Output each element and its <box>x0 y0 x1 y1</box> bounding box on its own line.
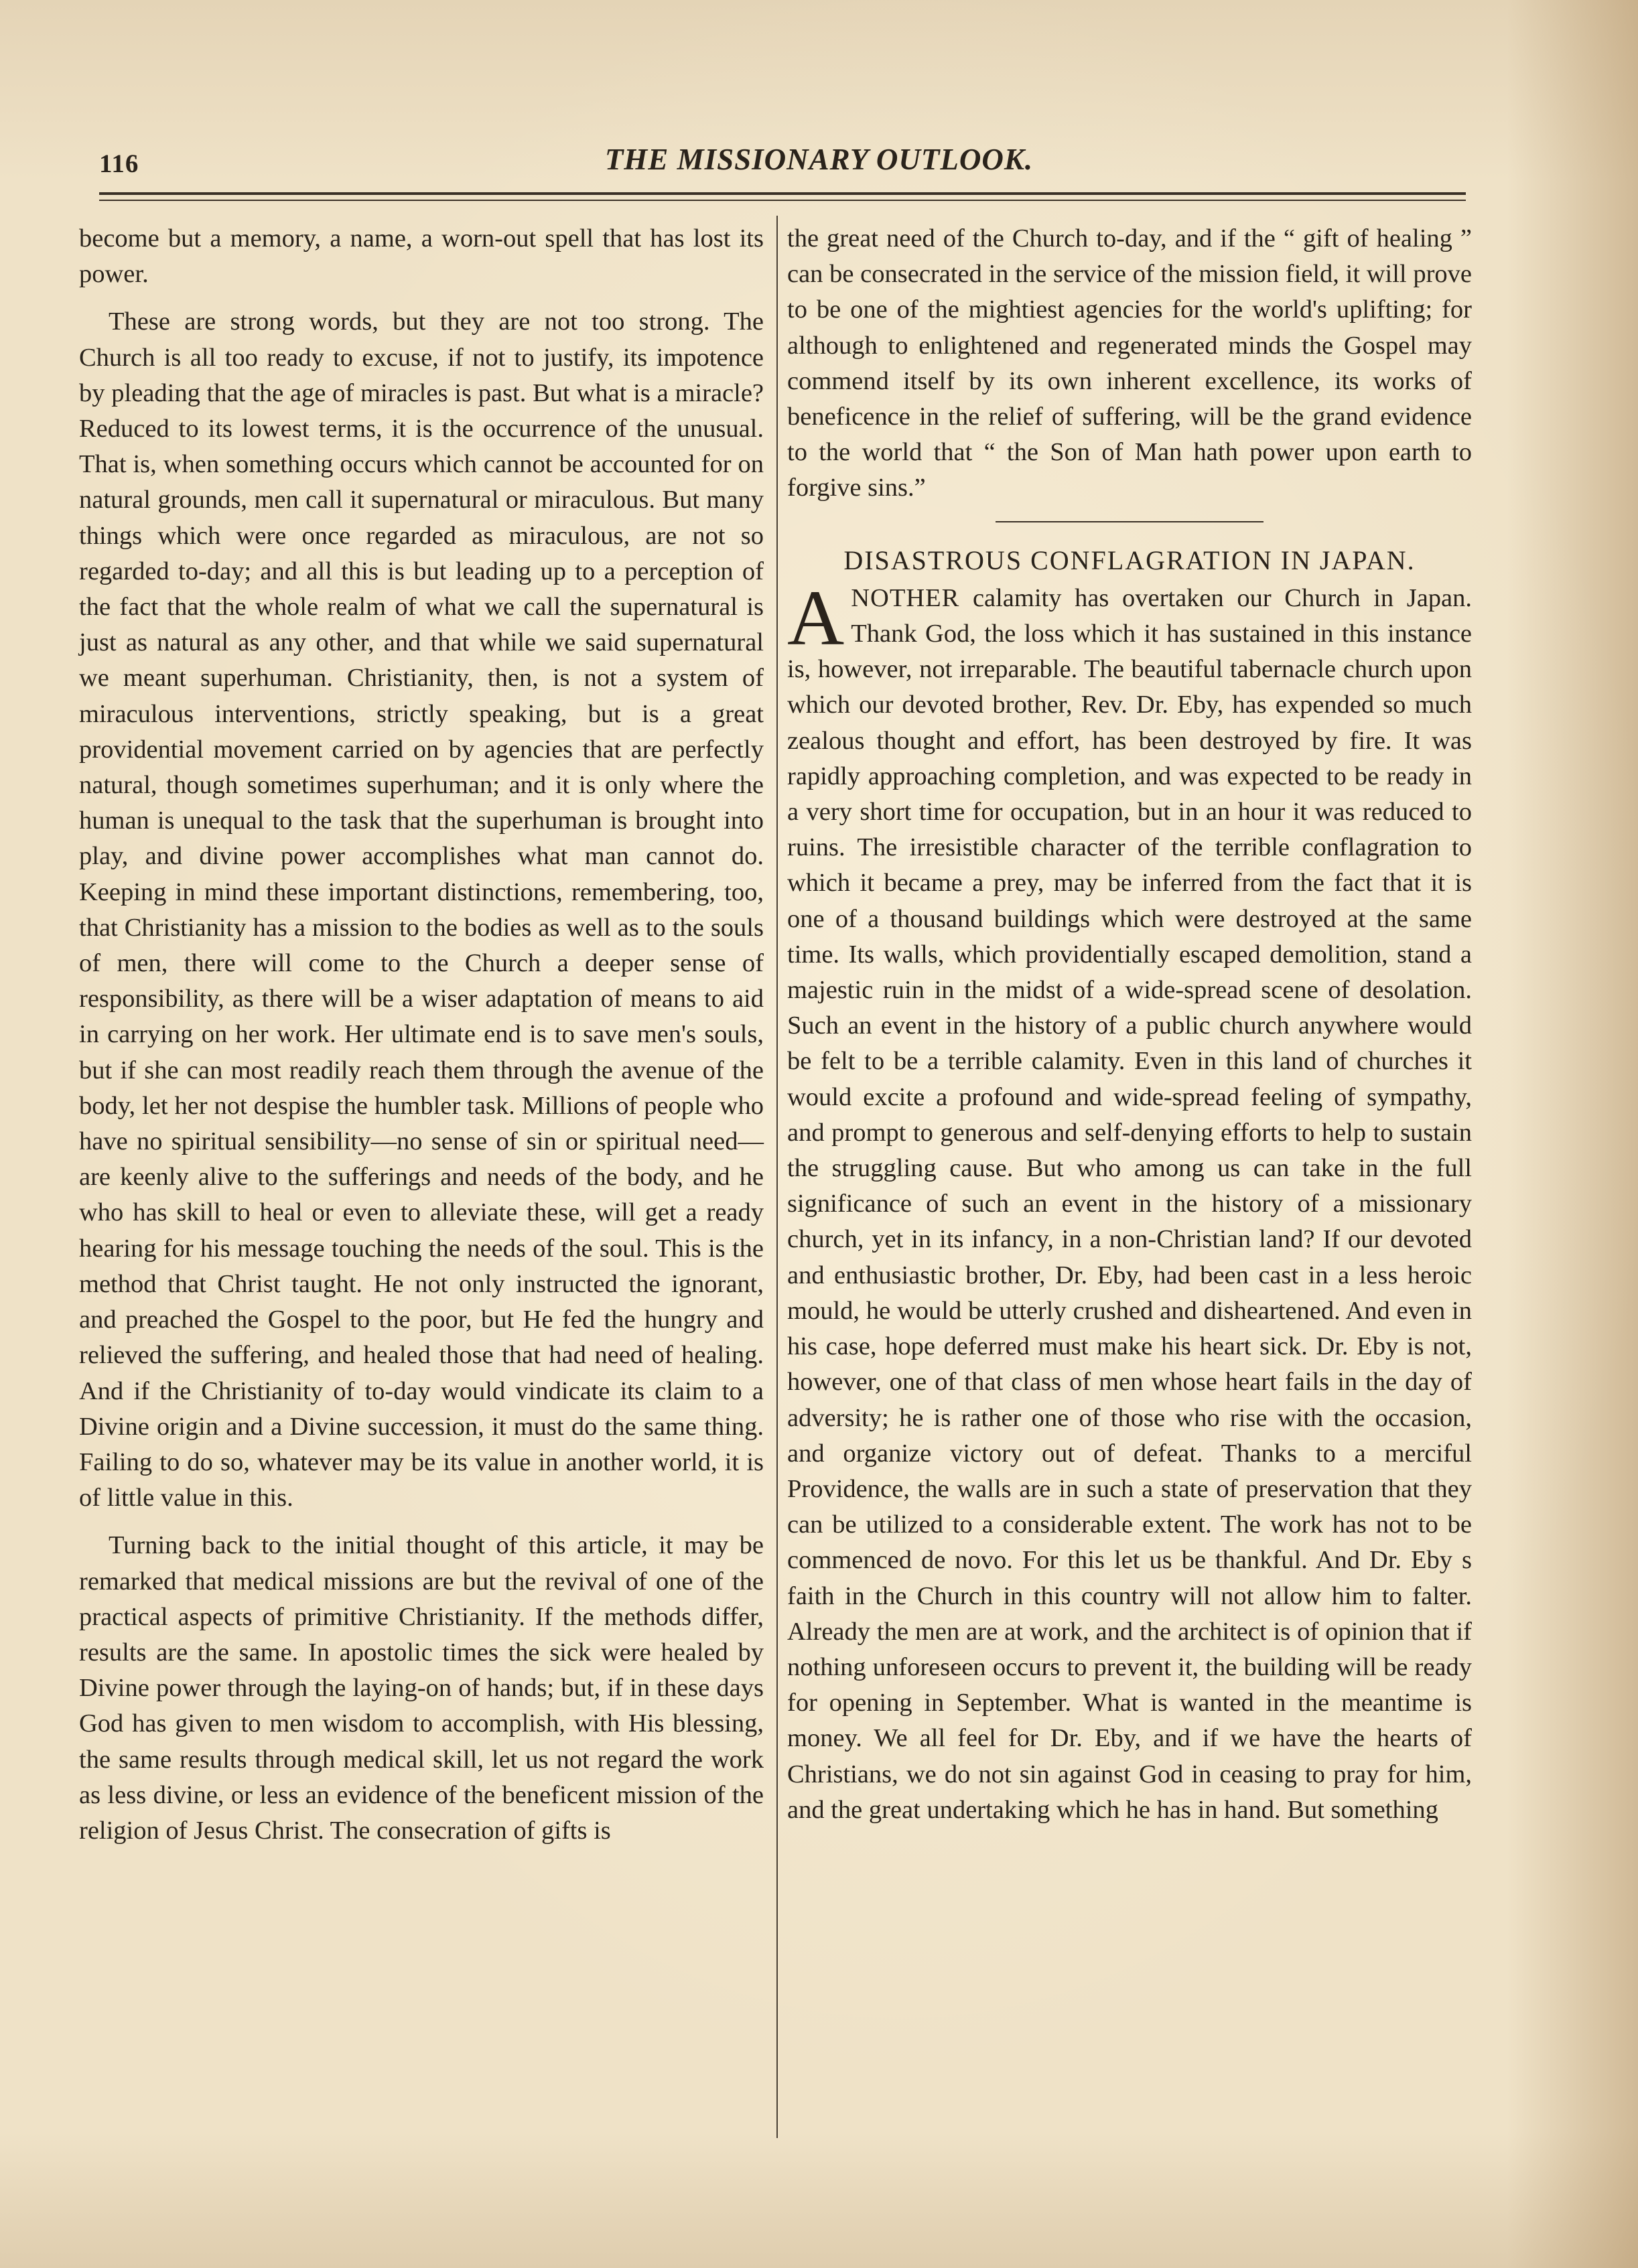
article-body: calamity has overtaken our Church in Japan. Thank God, the loss which it has sustained in this instance is, however, not irreparable. The beautiful tabernacle church upon which our devoted brother, Rev. Dr. Eby, has expended so much zealous thought and effort, has been destroyed by fire. It was rapidly approaching completion, and was expected to be ready in a very short time for occupation, but in an hour it was reduced to ruins. The irresistible character of the terrible conflagration to which it became a prey, may be inferred from the fact that it is one of a thousand buildings which were destroyed at the same time. Its walls, which providentially escaped demolition, stand a majestic ruin in the midst of a wide-spread scene of desolation. Such an event in the history of a public church anywhere would be felt to be a terrible calamity. Even in this land of churches it would excite a profound and wide-spread feeling of sympathy, and prompt to generous and self-denying efforts to help to sustain the struggling cause. But who among us can take in the full significance of such an event in the history of a missionary church, yet in its infancy, in a non-Christian land? If our devoted and enthusiastic brother, Dr. Eby, had been cast in a less heroic mould, he would be utterly crushed and disheartened. And even in his case, hope deferred must make his heart sick. Dr. Eby is not, however, one of that class of men whose heart fails in the day of adversity; he is rather one of those who rise with the occasion, and organize victory out of defeat. Thanks to a merciful Providence, the walls are in such a state of preservation that they can be utilized to a considerable extent. The work has not to be commenced de novo. For this let us be thankful. And Dr. Eby s faith in the Church in this country will not allow him to falter. Already the men are at work, and the architect is of opinion that if nothing unforeseen occurs to prevent it, the building will be ready for opening in September. What is wanted in the meantime is money. We all feel for Dr. Eby, and if we have the hearts of Christians, we do not sin against God in ceasing to pray for him, and the great undertaking which he has in hand. But something <box>787 583 1473 1824</box>
left-column <box>79 221 764 1861</box>
paragraph: become but a memory, a name, a worn-out spell that has lost its power. <box>79 224 764 289</box>
paragraph: the great need of the Church to-day, and if the “ gift of healing ” can be consecrated in the service of the mission field, it will prove to be one of the mightiest agencies for the world's uplifting; for although to enlightened and regenerated minds the Gospel may commend itself by its own inherent excellence, its works of beneficence in the relief of suffering, will be the grand evidence to the world that “ the Son of Man hath power upon earth to forgive sins.” <box>787 224 1472 502</box>
column-divider <box>776 216 778 2138</box>
drop-cap: A <box>787 573 845 662</box>
paragraph: These are strong words, but they are not too strong. The Church is all too ready to excuse, if not to justify, its impotence by pleading that the age of miracles is past. But what is a miracle? Reduced to its lowest terms, it is the occurrence of the unusual. That is, when something occurs which cannot be accounted for on natural grounds, men call it supernatural or miraculous. But many things which were once regarded as miraculous, are not so regarded to-day; and all this is but leading up to a perception of the fact that the whole realm of what we call the supernatural is just as natural as any other, and that while we said supernatural we meant superhuman. Christianity, then, is not a system of miraculous interventions, strictly speaking, but is a great providential movement carried on by agencies that are perfectly natural, though sometimes superhuman; and it is only where the human is unequal to the task that the superhuman is brought into play, and divine power accomplishes what man cannot do. Keeping in mind these important distinctions, remembering, too, that Christianity has a mission to the bodies as well as to the souls of men, there will come to the Church a deeper sense of responsibility, as there will be a wiser adaptation of means to aid in carrying on her work. Her ultimate end is to save men's souls, but if she can most readily reach them through the avenue of the body, let her not despise the humbler task. Millions of people who have no spiritual sensibility—no sense of sin or spiritual need—are keenly alive to the sufferings and needs of the body, and he who has skill to heal or even to alleviate these, will get a ready hearing for his message touching the needs of the soul. This is the method that Christ taught. He not only instructed the ignorant, and preached the Gospel to the poor, but He fed the hungry and relieved the suffering, and healed those that had need of healing. And if the Christianity of to-day would vindicate its claim to a Divine origin and a Divine succession, it must do the same thing. Failing to do so, whatever may be its value in another world, it is of little value in this. <box>79 307 764 1512</box>
journal-title: THE MISSIONARY OUTLOOK. <box>604 143 1034 176</box>
header-rule <box>99 192 1466 195</box>
paragraph: Turning back to the initial thought of this article, it may be remarked that medical missions are but the revival of one of the practical aspects of primitive Christianity. If the methods differ, results are the same. In apostolic times the sick were healed by Divine power through the laying-on of hands; but, if in these days God has given to men wisdom to accomplish, with His blessing, the same results through medical skill, let us not regard the work as less divine, or less an evidence of the beneficent mission of the religion of Jesus Christ. The consecration of gifts is <box>79 1531 764 1845</box>
section-divider <box>996 521 1264 522</box>
header-rule-thin <box>99 200 1466 201</box>
article-heading: DISASTROUS CONFLAGRATION IN JAPAN. <box>843 545 1416 575</box>
first-word: NOTHER <box>851 583 960 612</box>
page-number: 116 <box>99 149 139 178</box>
article-paragraph <box>787 573 1473 1828</box>
right-column <box>787 221 1472 1840</box>
